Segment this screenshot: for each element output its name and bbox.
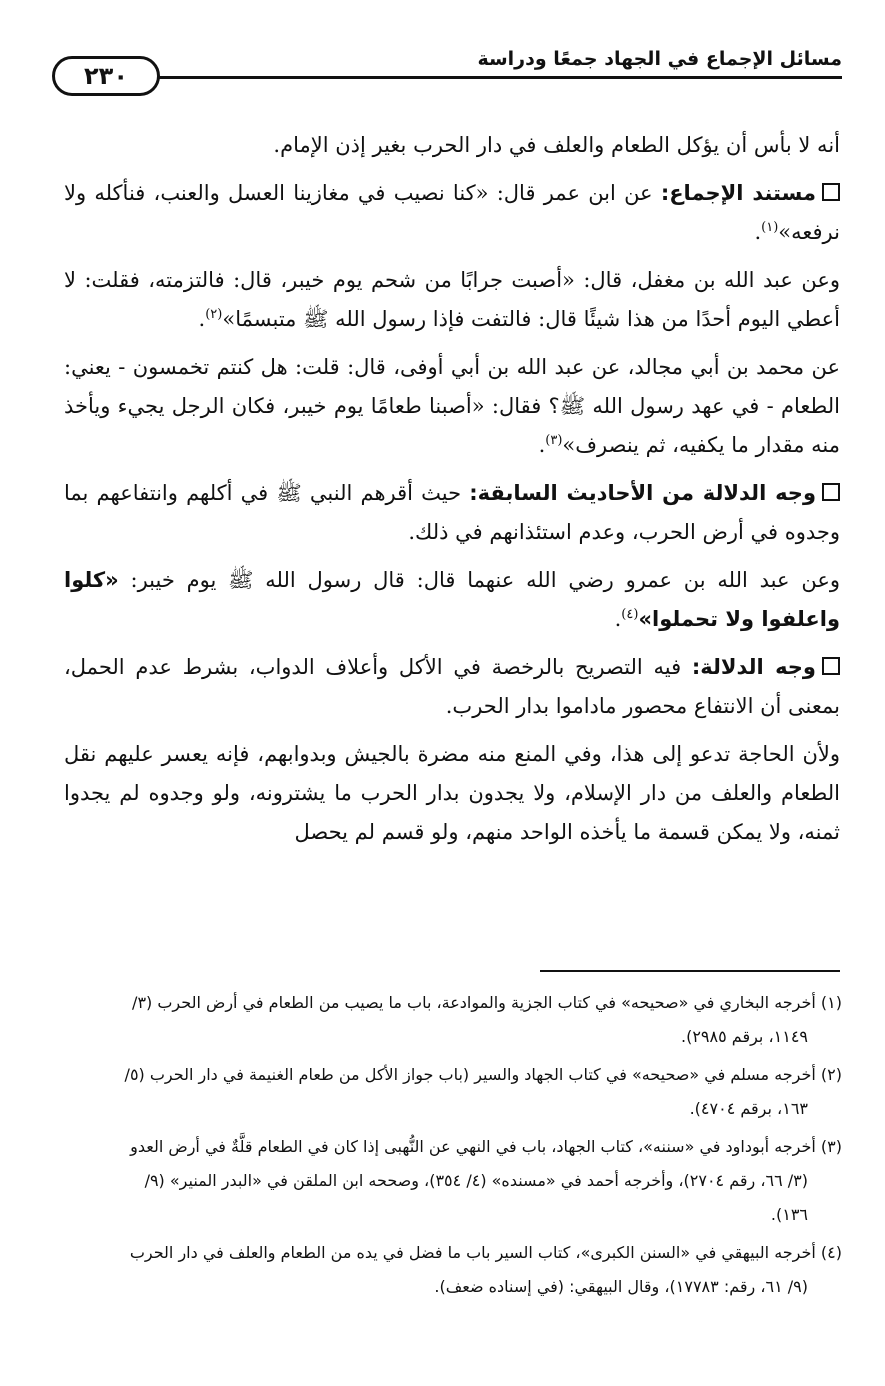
paragraph-text: عن محمد بن أبي مجالد، عن عبد الله بن أبي أوفى، قال: قلت: هل كنتم تخمسون - يعني: الطعام - في عهد رسول الله ﷺ؟ فقال: «أصبنا طعامًا يوم خيبر، فكان الرجل يجيء ويأخذ منه مقدار ما يكفيه، ثم ينصرف» <box>64 355 840 457</box>
paragraph-consensus-statement <box>64 126 840 165</box>
paragraph-text: وعن عبد الله بن عمرو رضي الله عنهما قال: قال رسول الله ﷺ يوم خيبر: <box>118 568 840 592</box>
paragraph-evidence-previous-hadiths <box>64 474 840 552</box>
footnote-divider <box>540 970 840 972</box>
footnote-4 <box>64 1236 842 1304</box>
footnote-line: (٢) أخرجه مسلم في «صحيحه» في كتاب الجهاد والسير (باب جواز الأكل من طعام الغنيمة في دار الحرب (٥/ <box>124 1065 842 1084</box>
page-number: ٢٣٠ <box>52 56 160 96</box>
paragraph-hadith-ibn-mughaffal: وعن عبد الله بن مغفل، قال: «أصبت جرابًا من شحم يوم خيبر، قال: فالتزمته، فقلت: لا أعطي اليوم أحدًا من هذا شيئًا قال: فالتفت فإذا رسول الله ﷺ متبسمًا»$^{(٢)}$. <box>64 268 840 331</box>
footnote-2 <box>64 1058 842 1126</box>
footnote-line: (٤) أخرجه البيهقي في «السنن الكبرى»، كتاب السير باب ما فضل في يده من الطعام والعلف في دار الحرب <box>129 1243 842 1262</box>
footnote-line: ١٦٣، برقم ٤٧٠٤). <box>689 1099 808 1118</box>
section-box-icon <box>822 657 840 675</box>
footnote-ref: (٢) <box>205 307 223 322</box>
section-box-icon <box>822 483 840 501</box>
footnote-ref: (٣) <box>545 433 563 448</box>
footnote-1 <box>64 986 842 1054</box>
section-label: وجه الدلالة: <box>691 655 816 679</box>
footnote-ref: (٤) <box>621 607 639 622</box>
page-header <box>52 40 842 100</box>
footnote-line: ١٣٦). <box>770 1205 808 1224</box>
footnotes <box>64 986 842 1308</box>
main-text <box>64 126 840 861</box>
footnote-line: (٣/ ٦٦، رقم ٢٧٠٤)، وأخرجه أحمد في «مسنده» (٤/ ٣٥٤)، وصححه ابن الملقن في «البدر المنير» (٩/ <box>144 1171 808 1190</box>
paragraph-evidence <box>64 648 840 726</box>
paragraph-text: عن ابن عمر قال: «كنا نصيب في مغازينا العسل والعنب، فنأكله ولا نرفعه» <box>64 181 840 244</box>
header-rule <box>62 76 842 79</box>
paragraph-text: أنه لا بأس أن يؤكل الطعام والعلف في دار الحرب بغير إذن الإمام. <box>273 133 840 157</box>
footnote-line: (٣) أخرجه أبوداود في «سننه»، كتاب الجهاد، باب في النهي عن النُّهبى إذا كان في الطعام قلَّةٌ في أرض العدو <box>130 1137 842 1156</box>
hadith-quote: «كلوا واعلفوا ولا تحملوا» <box>64 568 840 631</box>
footnote-line: (١) أخرجه البخاري في «صحيحه» في كتاب الجزية والموادعة، باب ما يصيب من الطعام في أرض الحرب (٣/ <box>132 993 842 1012</box>
footnote-line: (٩/ ٦١، رقم: ١٧٧٨٣)، وقال البيهقي: (في إسناده ضعف). <box>434 1277 808 1296</box>
paragraph-consensus-basis: مستند الإجماع: عن ابن عمر قال: «كنا نصيب في مغازينا العسل والعنب، فنأكله ولا نرفعه»$^{(١)}$. <box>64 181 840 244</box>
footnote-line: ١١٤٩، برقم ٢٩٨٥). <box>681 1027 808 1046</box>
footnote-3 <box>64 1130 842 1232</box>
paragraph-hadith-ibn-abi-awfa: عن محمد بن أبي مجالد، عن عبد الله بن أبي أوفى، قال: قلت: هل كنتم تخمسون - يعني: الطعام - في عهد رسول الله ﷺ؟ فقال: «أصبنا طعامًا يوم خيبر، فكان الرجل يجيء ويأخذ منه مقدار ما يكفيه، ثم ينصرف»$^{(٣)}$. <box>64 355 840 457</box>
running-title: مسائل الإجماع في الجهاد جمعًا ودراسة <box>477 48 842 70</box>
footnote-ref: (١) <box>761 220 779 235</box>
paragraph-text: فيه التصريح بالرخصة في الأكل وأعلاف الدواب، بشرط عدم الحمل، بمعنى أن الانتفاع محصور ماداموا بدار الحرب. <box>64 655 840 718</box>
paragraph-reasoning <box>64 735 840 852</box>
paragraph-hadith-ibn-amr: وعن عبد الله بن عمرو رضي الله عنهما قال: قال رسول الله ﷺ يوم خيبر: «كلوا واعلفوا ولا تحملوا»$^{(٤)}$. <box>64 568 840 631</box>
paragraph-text: وعن عبد الله بن مغفل، قال: «أصبت جرابًا من شحم يوم خيبر، قال: فالتزمته، فقلت: لا أعطي اليوم أحدًا من هذا شيئًا قال: فالتفت فإذا رسول الله ﷺ متبسمًا» <box>64 268 840 331</box>
paragraph-text: حيث أقرهم النبي ﷺ في أكلهم وانتفاعهم بما وجدوه في أرض الحرب، وعدم استئذانهم في ذلك. <box>64 481 840 544</box>
paragraph-text: ولأن الحاجة تدعو إلى هذا، وفي المنع منه مضرة بالجيش وبدوابهم، فإنه يعسر عليهم نقل الطعام والعلف من دار الإسلام، ولا يجدون بدار الحرب ما يشترونه، ولو وجدوه لم يجدوا ثمنه، ولا يمكن قسمة ما يأخذه الواحد منهم، ولو قسم لم يحصل <box>64 742 840 844</box>
section-label: مستند الإجماع: <box>660 181 816 205</box>
section-label: وجه الدلالة من الأحاديث السابقة: <box>469 481 816 505</box>
section-box-icon <box>822 183 840 201</box>
